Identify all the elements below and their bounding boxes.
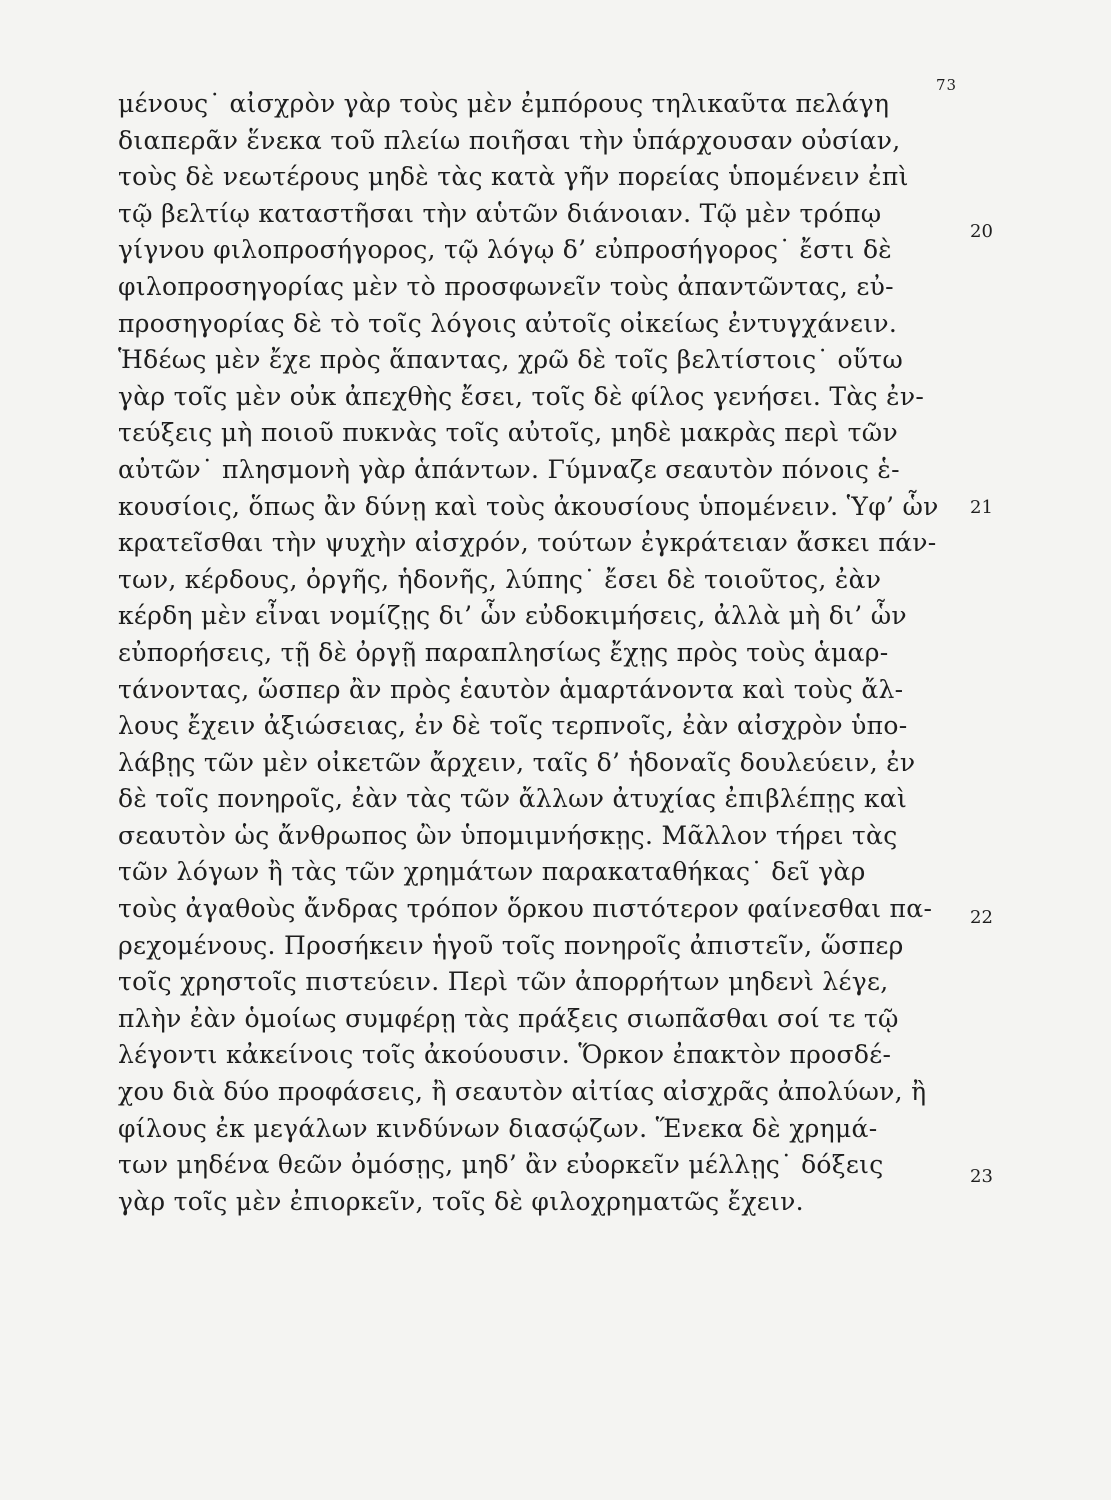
text-line: κέρδη μὲν εἶναι νομίζῃς δι’ ὧν εὐδοκιμήσεις, ἀλλὰ μὴ δι’ ὧν <box>118 601 907 631</box>
text-line: των, κέρδους, ὀργῆς, ἡδονῆς, λύπης˙ ἔσει δὲ τοιοῦτος, ἐὰν <box>118 564 882 594</box>
text-line: πλὴν ἐὰν ὁμοίως συμφέρῃ τὰς πράξεις σιωπᾶσθαι σοί τε τῷ <box>118 1003 899 1033</box>
text-line: τοὺς δὲ νεωτέρους μηδὲ τὰς κατὰ γῆν πορείας ὑπομένειν ἐπὶ <box>118 162 909 192</box>
text-line: τῷ βελτίῳ καταστῆσαι τὴν αὑτῶν διάνοιαν. Τῷ μὲν τρόπῳ <box>118 198 882 228</box>
text-line: γὰρ τοῖς μὲν ἐπιορκεῖν, τοῖς δὲ φιλοχρηματῶς ἔχειν. <box>118 1186 804 1216</box>
section-number: 23 <box>970 1166 993 1187</box>
text-line: λέγοντι κἀκείνοις τοῖς ἀκούουσιν. Ὅρκον ἐπακτὸν προσδέ- <box>118 1040 892 1070</box>
text-line: των μηδένα θεῶν ὀμόσῃς, μηδ’ ἂν εὐορκεῖν μέλλῃς˙ δόξεις <box>118 1150 884 1180</box>
section-number: 20 <box>970 221 993 242</box>
text-line: εὐπορήσεις, τῇ δὲ ὀργῇ παραπλησίως ἔχῃς πρὸς τοὺς ἁμαρ- <box>118 637 889 667</box>
text-line: φίλους ἐκ μεγάλων κινδύνων διασῴζων. Ἕνεκα δὲ χρημά- <box>118 1113 878 1143</box>
text-line: προσηγορίας δὲ τὸ τοῖς λόγοις αὐτοῖς οἰκείως ἐντυγχάνειν. <box>118 308 898 338</box>
text-line: γίγνου φιλοπροσήγορος, τῷ λόγῳ δ’ εὐπροσήγορος˙ ἔστι δὲ <box>118 235 893 265</box>
text-line: τῶν λόγων ἢ τὰς τῶν χρημάτων παρακαταθήκας˙ δεῖ γὰρ <box>118 857 866 887</box>
text-line: κουσίοις, ὅπως ἂν δύνῃ καὶ τοὺς ἀκουσίους ὑπομένειν. Ὑφ’ ὧν <box>118 491 939 521</box>
text-line: γὰρ τοῖς μὲν οὐκ ἀπεχθὴς ἔσει, τοῖς δὲ φίλος γενήσει. Τὰς ἐν- <box>118 381 925 411</box>
text-line: λάβῃς τῶν μὲν οἰκετῶν ἄρχειν, ταῖς δ’ ἡδοναῖς δουλεύειν, ἐν <box>118 747 916 777</box>
text-line: ρεχομένους. Προσήκειν ἡγοῦ τοῖς πονηροῖς ἀπιστεῖν, ὥσπερ <box>118 930 904 960</box>
section-number: 22 <box>970 907 993 928</box>
text-line: χου διὰ δύο προφάσεις, ἢ σεαυτὸν αἰτίας αἰσχρᾶς ἀπολύων, ἢ <box>118 1077 927 1107</box>
page-number: 73 <box>936 76 958 94</box>
text-body <box>118 86 968 1220</box>
text-line: κρατεῖσθαι τὴν ψυχὴν αἰσχρόν, τούτων ἐγκράτειαν ἄσκει πάν- <box>118 528 937 558</box>
text-line: τεύξεις μὴ ποιοῦ πυκνὰς τοῖς αὐτοῖς, μηδὲ μακρὰς περὶ τῶν <box>118 418 898 448</box>
text-line: τοῖς χρηστοῖς πιστεύειν. Περὶ τῶν ἀπορρήτων μηδενὶ λέγε, <box>118 967 889 997</box>
text-line: διαπερᾶν ἕνεκα τοῦ πλείω ποιῆσαι τὴν ὑπάρχουσαν οὐσίαν, <box>118 125 901 155</box>
text-line: φιλοπροσηγορίας μὲν τὸ προσφωνεῖν τοὺς ἀπαντῶντας, εὐ- <box>118 271 894 301</box>
text-line: δὲ τοῖς πονηροῖς, ἐὰν τὰς τῶν ἄλλων ἀτυχίας ἐπιβλέπῃς καὶ <box>118 784 908 814</box>
text-line: τάνοντας, ὥσπερ ἂν πρὸς ἑαυτὸν ἁμαρτάνοντα καὶ τοὺς ἄλ- <box>118 674 904 704</box>
text-line: λους ἔχειν ἀξιώσειας, ἐν δὲ τοῖς τερπνοῖς, ἐὰν αἰσχρὸν ὑπο- <box>118 711 908 741</box>
text-line: τοὺς ἀγαθοὺς ἄνδρας τρόπον ὅρκου πιστότερον φαίνεσθαι πα- <box>118 894 933 924</box>
section-number: 21 <box>970 497 993 518</box>
text-line: Ἡδέως μὲν ἔχε πρὸς ἅπαντας, χρῶ δὲ τοῖς βελτίστοις˙ οὕτω <box>118 345 904 375</box>
text-line: μένους˙ αἰσχρὸν γὰρ τοὺς μὲν ἐμπόρους τηλικαῦτα πελάγη <box>118 89 890 118</box>
text-line: αὐτῶν˙ πλησμονὴ γὰρ ἁπάντων. Γύμναζε σεαυτὸν πόνοις ἑ- <box>118 454 900 484</box>
text-line: σεαυτὸν ὡς ἄνθρωπος ὢν ὑπομιμνήσκῃς. Μᾶλλον τήρει τὰς <box>118 820 898 850</box>
